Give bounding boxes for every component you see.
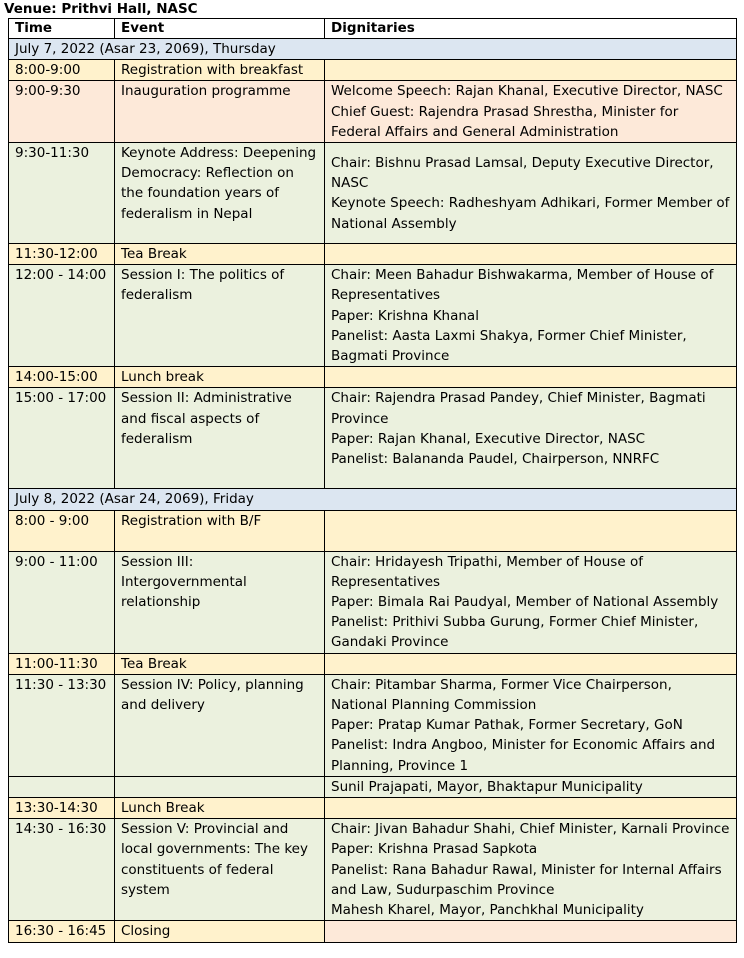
dignitary-line: Panelist: Rana Bahadur Rawal, Minister for Internal Affairs and Law, Sudurpaschim Province (331, 861, 722, 898)
header-row (9, 19, 737, 39)
schedule-row (9, 674, 737, 776)
event-cell: Closing (115, 921, 325, 942)
venue-title: Venue: Prithvi Hall, NASC (4, 1, 198, 17)
dignitary-line: Welcome Speech: Rajan Khanal, Executive Director, NASC (331, 83, 723, 100)
dignitary-line: Chair: Pitambar Sharma, Former Vice Chairperson, National Planning Commission (331, 676, 672, 714)
dignitary-line: Panelist: Indra Angboo, Minister for Economic Affairs and Planning, Province 1 (331, 737, 716, 774)
schedule-row (9, 388, 737, 489)
dignitaries-cell (325, 60, 737, 81)
dignitaries-cell (325, 653, 737, 674)
schedule-row (9, 921, 737, 942)
schedule-row (9, 265, 737, 367)
dignitary-line: Panelist: Balananda Paudel, Chairperson, NNRFC (331, 451, 660, 468)
dignitaries-cell (325, 819, 737, 921)
dignitaries-cell (325, 81, 737, 143)
schedule-row (9, 510, 737, 551)
dignitaries-cell (325, 551, 737, 653)
dignitary-line: Panelist: Aasta Laxmi Shakya, Former Chief Minister, Bagmati Province (331, 327, 687, 365)
event-cell: Lunch Break (115, 798, 325, 819)
dignitaries-cell (325, 776, 737, 797)
event-cell: Session I: The politics of federalism (115, 265, 325, 367)
time-cell: 8:00 - 9:00 (9, 510, 115, 551)
event-header: Event (115, 19, 325, 39)
dignitary-line: Chief Guest: Rajendra Prasad Shrestha, Minister for Federal Affairs and General Administration (331, 103, 679, 140)
dignitary-line: Panelist: Prithivi Subba Gurung, Former Chief Minister, Gandaki Province (331, 614, 699, 651)
dignitaries-cell (325, 265, 737, 367)
event-cell: Registration with B/F (115, 510, 325, 551)
event-cell: Session V: Provincial and local governments: The key constituents of federal system (115, 819, 325, 921)
dignitary-line: Chair: Meen Bahadur Bishwakarma, Member of House of Representatives (331, 267, 714, 304)
time-cell: 11:30-12:00 (9, 244, 115, 265)
time-cell: 11:30 - 13:30 (9, 674, 115, 776)
dignitary-line: Paper: Krishna Prasad Sapkota (331, 841, 538, 858)
time-cell (9, 776, 115, 797)
day-row (9, 39, 737, 60)
dignitary-line: Paper: Pratap Kumar Pathak, Former Secretary, GoN (331, 717, 683, 734)
day-label: July 8, 2022 (Asar 24, 2069), Friday (9, 489, 737, 510)
dignitary-line: Chair: Rajendra Prasad Pandey, Chief Minister, Bagmati Province (331, 390, 706, 427)
time-cell: 9:00-9:30 (9, 81, 115, 143)
time-cell: 13:30-14:30 (9, 798, 115, 819)
time-cell: 14:30 - 16:30 (9, 819, 115, 921)
time-cell: 9:30-11:30 (9, 143, 115, 244)
dignitaries-cell (325, 798, 737, 819)
event-cell (115, 776, 325, 797)
dignitaries-cell (325, 367, 737, 388)
dignitary-line: Paper: Bimala Rai Paudyal, Member of National Assembly (331, 594, 719, 611)
dignitaries-cell (325, 921, 737, 942)
event-cell: Inauguration programme (115, 81, 325, 143)
event-cell: Session II: Administrative and fiscal aspects of federalism (115, 388, 325, 489)
day-label: July 7, 2022 (Asar 23, 2069), Thursday (9, 39, 737, 60)
schedule-row (9, 819, 737, 921)
time-cell: 12:00 - 14:00 (9, 265, 115, 367)
time-cell: 9:00 - 11:00 (9, 551, 115, 653)
time-cell: 11:00-11:30 (9, 653, 115, 674)
schedule-row (9, 81, 737, 143)
event-cell: Lunch break (115, 367, 325, 388)
schedule-row (9, 551, 737, 653)
event-cell: Tea Break (115, 244, 325, 265)
dignitaries-cell (325, 388, 737, 489)
time-cell: 8:00-9:00 (9, 60, 115, 81)
event-cell: Keynote Address: Deepening Democracy: Reflection on the foundation years of federalism in Nepal (115, 143, 325, 244)
event-cell: Session IV: Policy, planning and delivery (115, 674, 325, 776)
schedule-row (9, 776, 737, 797)
schedule-row (9, 143, 737, 244)
dignitary-line: Paper: Krishna Khanal (331, 307, 479, 324)
schedule-table (8, 18, 737, 943)
event-cell: Session III: Intergovernmental relationship (115, 551, 325, 653)
schedule-row (9, 798, 737, 819)
dignitaries-cell (325, 674, 737, 776)
dignitary-line: Chair: Jivan Bahadur Shahi, Chief Minister, Karnali Province (331, 821, 730, 838)
event-cell: Registration with breakfast (115, 60, 325, 81)
dignitaries-cell (325, 143, 737, 244)
time-cell: 15:00 - 17:00 (9, 388, 115, 489)
day-row (9, 489, 737, 510)
dignitary-line: Keynote Speech: Radheshyam Adhikari, Former Member of National Assembly (331, 195, 730, 232)
dignitary-line: Sunil Prajapati, Mayor, Bhaktapur Municipality (331, 778, 643, 795)
event-cell: Tea Break (115, 653, 325, 674)
schedule-row (9, 653, 737, 674)
dignitaries-header: Dignitaries (325, 19, 737, 39)
dignitary-line: Chair: Hridayesh Tripathi, Member of House of Representatives (331, 553, 643, 590)
dignitary-line: Paper: Rajan Khanal, Executive Director, NASC (331, 430, 646, 447)
time-header: Time (9, 19, 115, 39)
dignitary-line: Mahesh Kharel, Mayor, Panchkhal Municipality (331, 902, 644, 919)
schedule-row (9, 60, 737, 81)
schedule-row (9, 367, 737, 388)
dignitaries-cell (325, 244, 737, 265)
time-cell: 14:00-15:00 (9, 367, 115, 388)
dignitary-line: Chair: Bishnu Prasad Lamsal, Deputy Executive Director, NASC (331, 155, 714, 192)
time-cell: 16:30 - 16:45 (9, 921, 115, 942)
dignitaries-cell (325, 510, 737, 551)
schedule-row (9, 244, 737, 265)
